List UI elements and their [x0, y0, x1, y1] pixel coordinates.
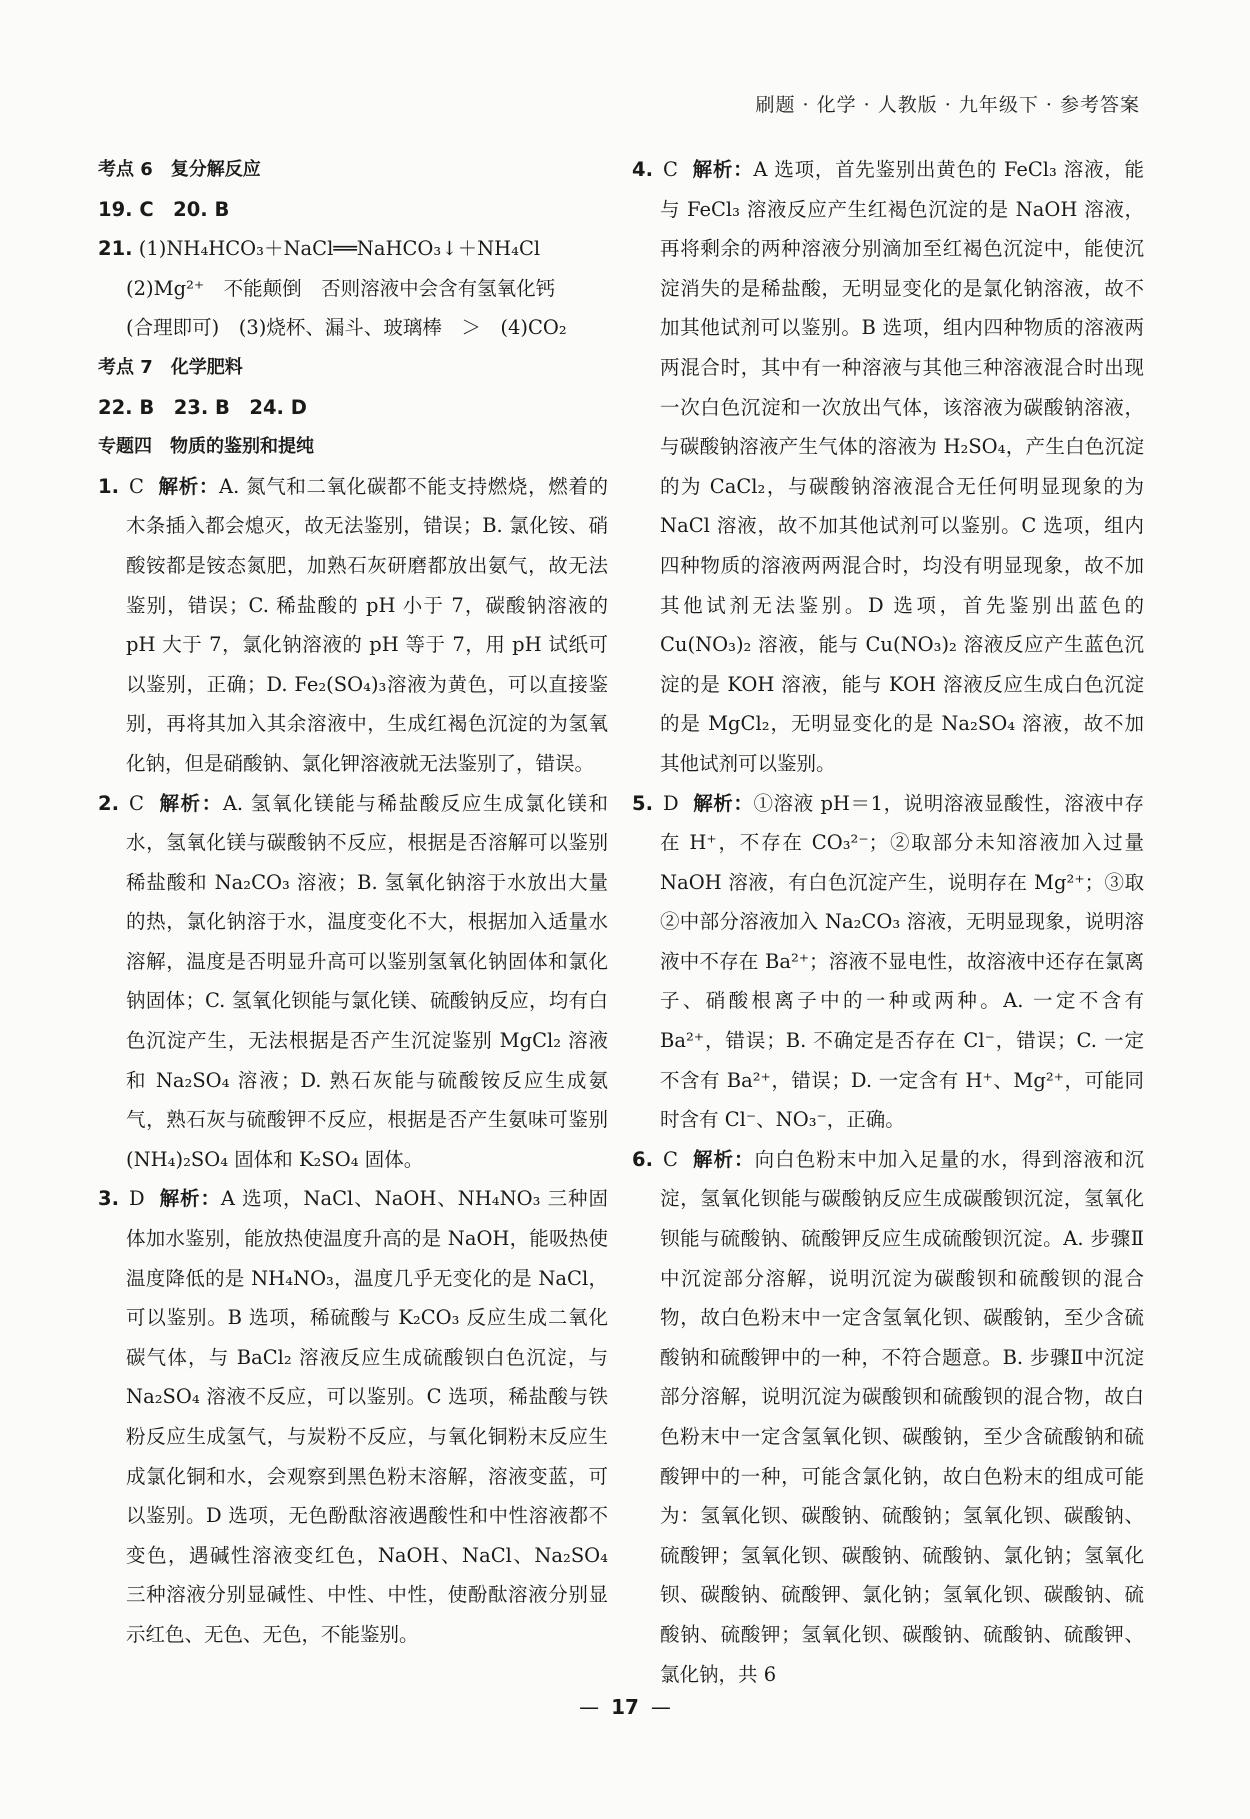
question-3: [98, 1179, 608, 1654]
answers-19-20: [98, 190, 608, 230]
question-2: [98, 784, 608, 1180]
question-number: 3.: [98, 1187, 119, 1211]
topic-heading-4: 专题四 物质的鉴别和提纯: [98, 436, 314, 458]
question-number: 4.: [632, 158, 653, 181]
right-column: [632, 150, 1144, 1694]
question-number: 2.: [98, 791, 119, 815]
question-21-line-2: (2)Mg²⁺ 不能颠倒 否则溶液中会含有氢氧化钙: [126, 276, 556, 300]
answer-line: 22. B 23. B 24. D: [98, 395, 307, 419]
question-4: [632, 150, 1144, 784]
answer-letter: D: [662, 791, 679, 815]
analysis-text: A. 氮气和二氧化碳都不能支持燃烧，燃着的木条插入都会熄灭，故无法鉴别，错误；B. 氯化铵、硝酸铵都是铵态氮肥，加熟石灰研磨都放出氨气，故无法鉴别，错误；C. 稀盐酸的 pH 小于 7，碳酸钠溶液的 pH 大于 7，氯化钠溶液的 pH 等于 7，用 pH 试纸可以鉴别，正确；D. Fe₂(SO₄)₃溶液为黄色，可以直接鉴别，再将其加入其余溶液中，生成红褐色沉淀的为氢氧化钠，但是硝酸钠、氯化钾溶液就无法鉴别了，错误。: [126, 474, 608, 775]
analysis-text: A 选项，首先鉴别出黄色的 FeCl₃ 溶液，能与 FeCl₃ 溶液反应产生红褐色沉淀的是 NaOH 溶液，再将剩余的两种溶液分别滴加至红褐色沉淀中，能使沉淀消失的是稀盐酸，无明显变化的是氯化钠溶液，故不加其他试剂可以鉴别。B 选项，组内四种物质的溶液两两混合时，其中有一种溶液与其他三种溶液混合时出现一次白色沉淀和一次放出气体，该溶液为碳酸钠溶液，与碳酸钠溶液产生气体的溶液为 H₂SO₄，产生白色沉淀的为 CaCl₂，与碳酸钠溶液混合无任何明显现象的为 NaCl 溶液，故不加其他试剂可以鉴别。C 选项，组内四种物质的溶液两两混合时，均没有明显现象，故不加其他试剂无法鉴别。D 选项，首先鉴别出蓝色的 Cu(NO₃)₂ 溶液，能与 Cu(NO₃)₂ 溶液反应产生蓝色沉淀的是 KOH 溶液，能与 KOH 溶液反应生成白色沉淀的是 MgCl₂，无明显变化的是 Na₂SO₄ 溶液，故不加其他试剂可以鉴别。: [660, 158, 1144, 775]
question-1: [98, 467, 608, 784]
analysis-label: 解析：: [158, 1187, 221, 1211]
section-heading-6: 考点 6 复分解反应: [98, 159, 261, 180]
analysis-label: 解析：: [157, 474, 219, 498]
analysis-text: 向白色粉末中加入足量的水，得到溶液和沉淀，氢氧化钡能与碳酸钠反应生成碳酸钡沉淀，氢氧化钡能与硫酸钠、硫酸钾反应生成硫酸钡沉淀。A. 步骤Ⅱ中沉淀部分溶解，说明沉淀为碳酸钡和硫酸钡的混合物，故白色粉末中一定含氢氧化钡、碳酸钠，至少含硫酸钠和硫酸钾中的一种，不符合题意。B. 步骤Ⅱ中沉淀部分溶解，说明沉淀为碳酸钡和硫酸钡的混合物，故白色粉末中一定含氢氧化钡、碳酸钠，至少含硫酸钠和硫酸钾中的一种，可能含氯化钠，故白色粉末的组成可能为：氢氧化钡、碳酸钠、硫酸钠；氢氧化钡、碳酸钠、硫酸钾；氢氧化钡、碳酸钠、硫酸钠、氯化钠；氢氧化钡、碳酸钠、硫酸钾、氯化钠；氢氧化钡、碳酸钠、硫酸钠、硫酸钾；氢氧化钡、碳酸钠、硫酸钠、硫酸钾、氯化钠，共 6: [660, 1147, 1144, 1686]
question-5: [632, 784, 1144, 1140]
analysis-label: 解析：: [691, 1147, 755, 1171]
answer-letter: C: [128, 791, 144, 815]
analysis-label: 解析：: [157, 791, 223, 815]
answer-letter: C: [662, 1147, 678, 1171]
left-column: [98, 150, 608, 1655]
question-21: [98, 229, 608, 269]
analysis-label: 解析：: [691, 158, 754, 181]
question-21-line-3: (合理即可) (3)烧杯、漏斗、玻璃棒 ＞ (4)CO₂: [126, 316, 567, 340]
analysis-text: A. 氢氧化镁能与稀盐酸反应生成氯化镁和水，氢氧化镁与碳酸钠不反应，根据是否溶解可以鉴别稀盐酸和 Na₂CO₃ 溶液；B. 氢氧化钠溶于水放出大量的热，氯化钠溶于水，温度变化不大，根据加入适量水溶解，温度是否明显升高可以鉴别氢氧化钠固体和氯化钠固体；C. 氢氧化钡能与氯化镁、硫酸钠反应，均有白色沉淀产生，无法根据是否产生沉淀鉴别 MgCl₂ 溶液和 Na₂SO₄ 溶液；D. 熟石灰能与硫酸铵反应生成氨气，熟石灰与硫酸钾不反应，根据是否产生氨味可鉴别(NH₄)₂SO₄ 固体和 K₂SO₄ 固体。: [126, 791, 608, 1171]
question-number: 21.: [98, 237, 133, 261]
page-number-value: 17: [611, 1695, 639, 1719]
page-number: [0, 1695, 1250, 1719]
dash-right: —: [650, 1695, 671, 1719]
answers-22-24: [98, 388, 608, 428]
analysis-text: ①溶液 pH＝1，说明溶液显酸性，溶液中存在 H⁺，不存在 CO₃²⁻；②取部分未知溶液加入过量 NaOH 溶液，有白色沉淀产生，说明存在 Mg²⁺；③取②中部分溶液加入 Na₂CO₃ 溶液，无明显现象，说明溶液中不存在 Ba²⁺；溶液不显电性，故溶液中还存在氯离子、硝酸根离子中的一种或两种。A. 一定不含有 Ba²⁺，错误；B. 不确定是否存在 Cl⁻，错误；C. 一定不含有 Ba²⁺，错误；D. 一定含有 H⁺、Mg²⁺，可能同时含有 Cl⁻、NO₃⁻，正确。: [660, 791, 1144, 1132]
answer-letter: C: [128, 474, 144, 498]
analysis-label: 解析：: [692, 791, 754, 815]
answer-letter: D: [128, 1187, 145, 1211]
question-21-line-1: (1)NH₄HCO₃＋NaCl══NaHCO₃↓＋NH₄Cl: [138, 237, 541, 261]
analysis-text: A 选项，NaCl、NaOH、NH₄NO₃ 三种固体加水鉴别，能放热使温度升高的是 NaOH，能吸热使温度降低的是 NH₄NO₃，温度几乎无变化的是 NaCl，可以鉴别。B 选项，稀硫酸与 K₂CO₃ 反应生成二氧化碳气体，与 BaCl₂ 溶液反应生成硫酸钡白色沉淀，与 Na₂SO₄ 溶液不反应，可以鉴别。C 选项，稀盐酸与铁粉反应生成氢气，与炭粉不反应，与氧化铜粉末反应生成氯化铜和水，会观察到黑色粉末溶解，溶液变蓝，可以鉴别。D 选项，无色酚酞溶液遇酸性和中性溶液都不变色，遇碱性溶液变红色，NaOH、NaCl、Na₂SO₄ 三种溶液分别显碱性、中性、中性，使酚酞溶液分别显示红色、无色、无色，不能鉴别。: [126, 1187, 608, 1646]
question-number: 6.: [632, 1147, 653, 1171]
question-6: [632, 1140, 1144, 1694]
answer-letter: C: [662, 158, 678, 181]
section-heading-7: 考点 7 化学肥料: [98, 356, 243, 378]
question-number: 5.: [632, 791, 653, 815]
question-number: 1.: [98, 474, 119, 498]
answer-line: 19. C 20. B: [98, 197, 230, 221]
running-header: 刷题 · 化学 · 人教版 · 九年级下 · 参考答案: [755, 94, 1140, 116]
dash-left: —: [579, 1695, 600, 1719]
